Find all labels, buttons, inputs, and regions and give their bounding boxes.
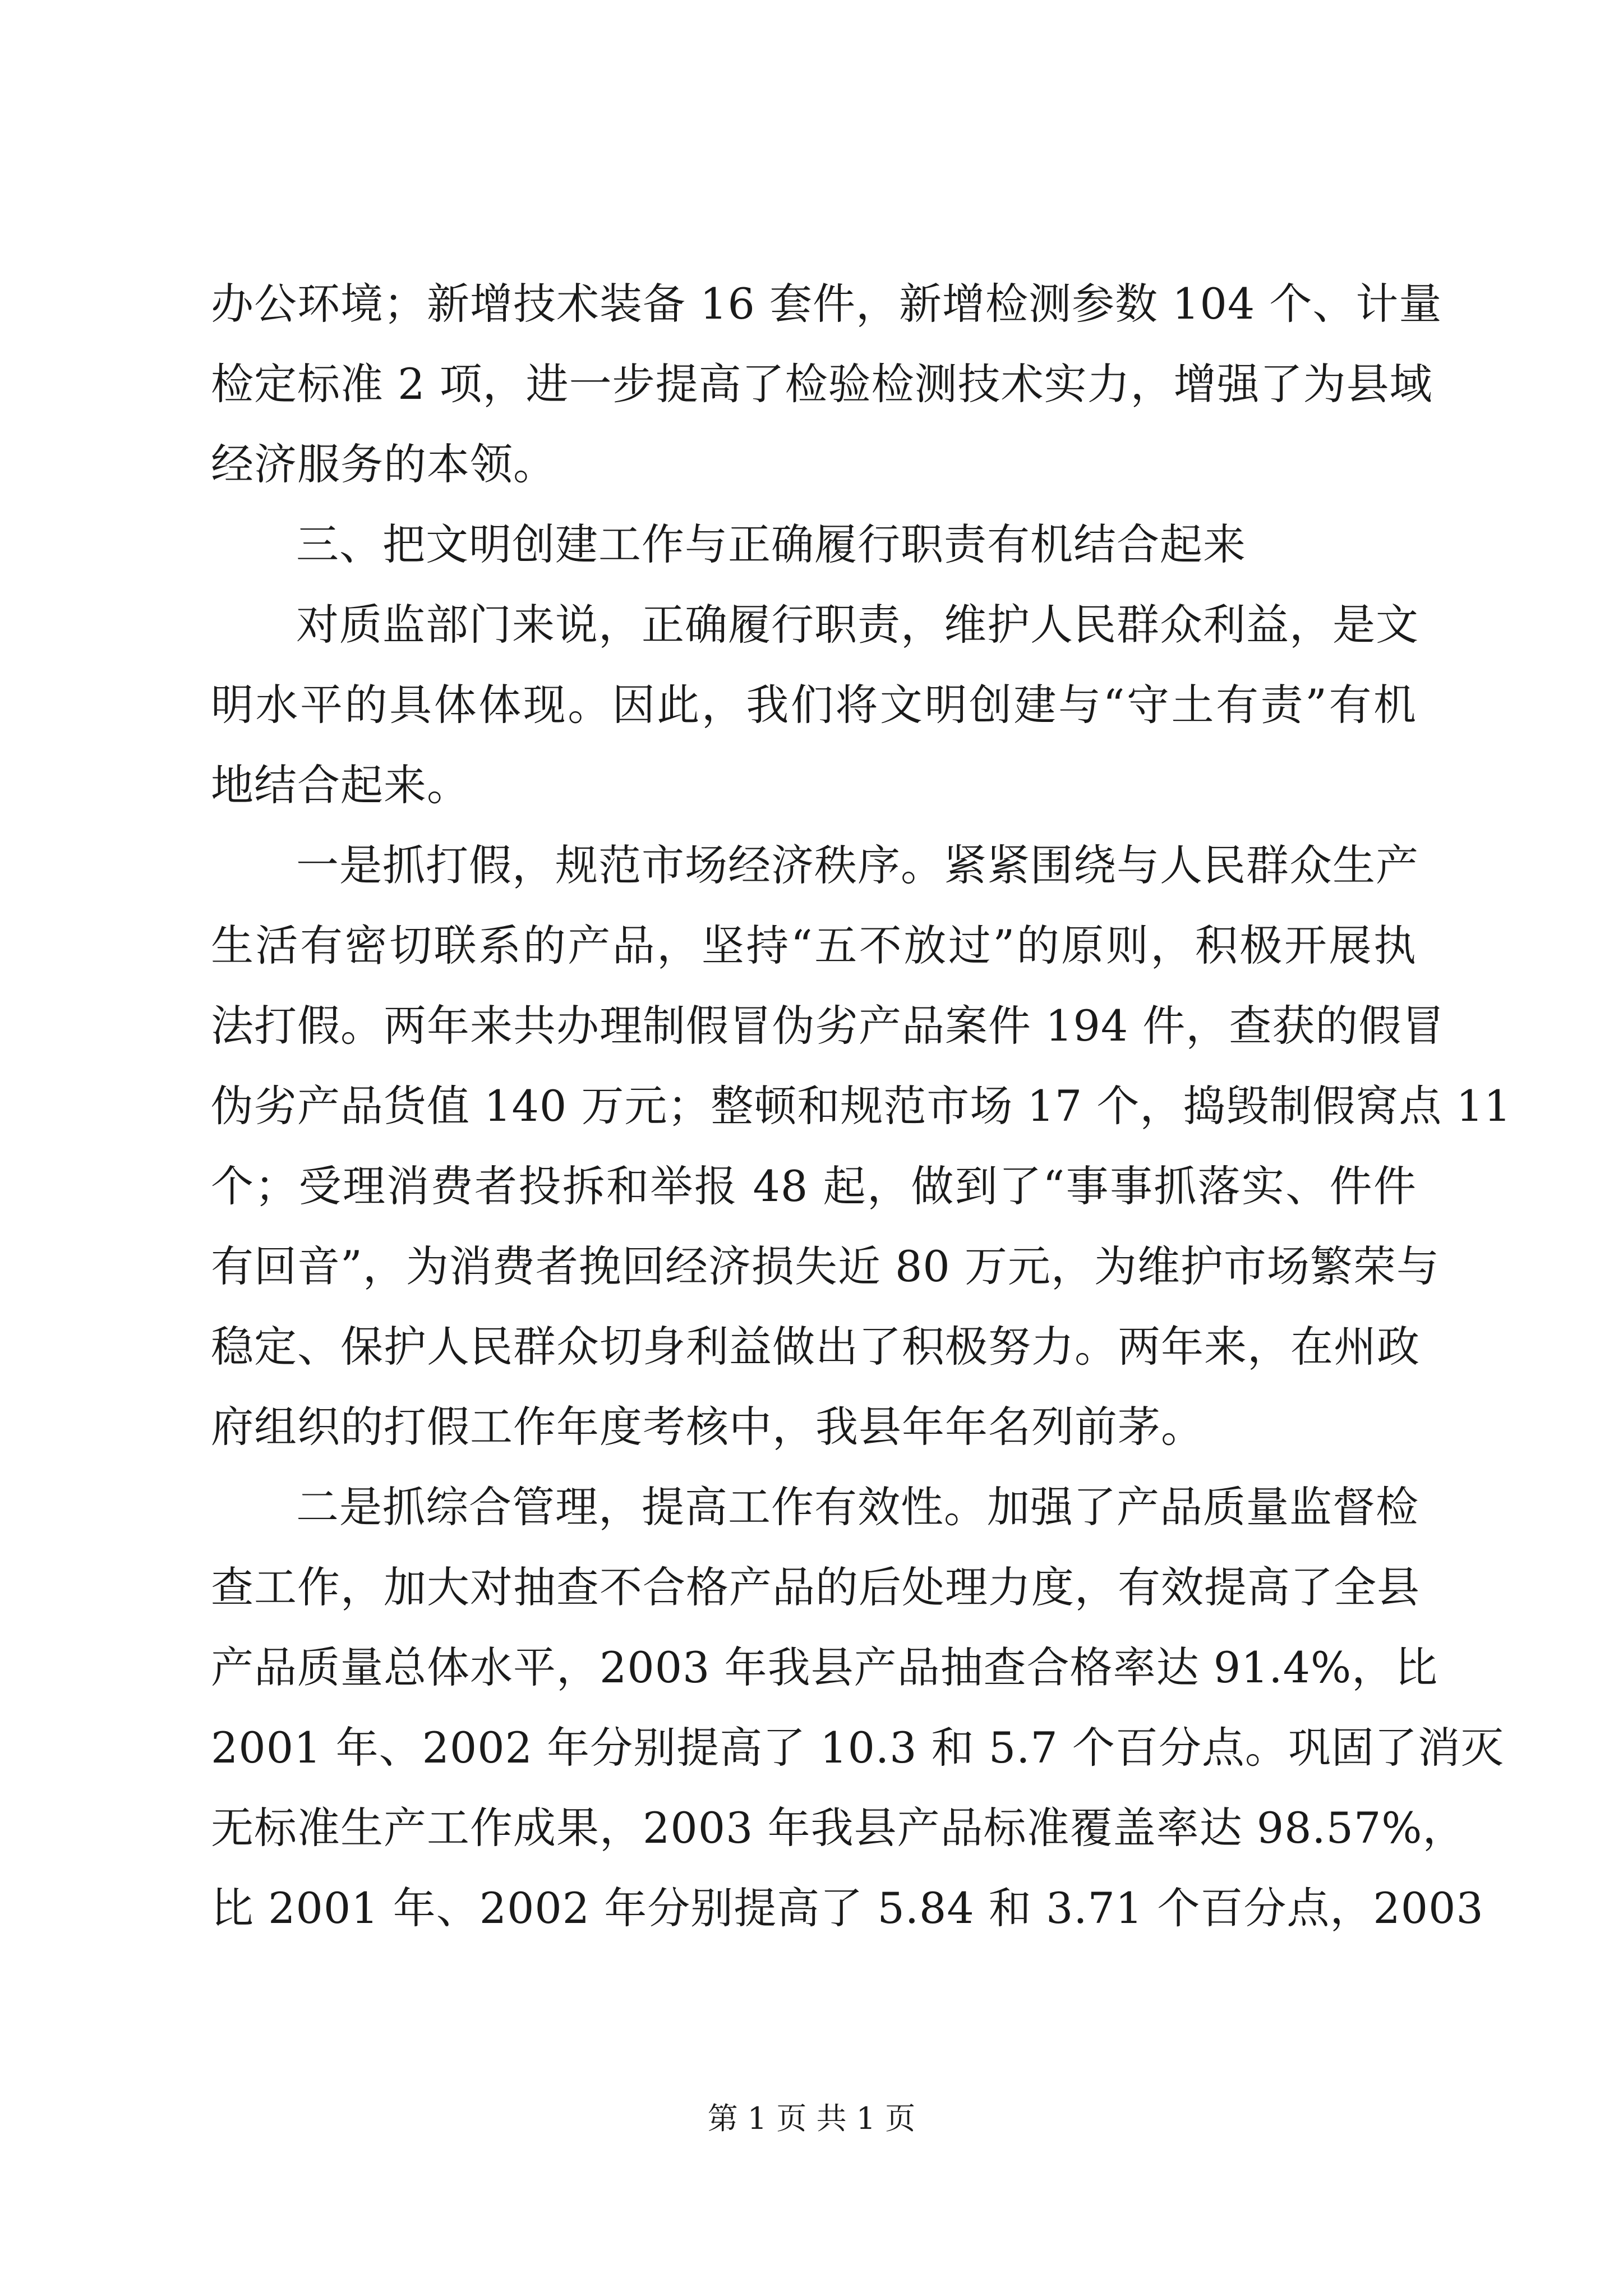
paragraph-line: 生活有密切联系的产品，坚持“五不放过”的原则，积极开展执 bbox=[211, 921, 1417, 970]
paragraph-line: 二是抓综合管理，提高工作有效性。加强了产品质量监督检 bbox=[296, 1482, 1419, 1532]
paragraph-line: 一是抓打假，规范市场经济秩序。紧紧围绕与人民群众生产 bbox=[296, 840, 1419, 890]
paragraph-line: 检定标准 2 项，进一步提高了检验检测技术实力，增强了为县域 bbox=[211, 359, 1433, 409]
paragraph-line: 伪劣产品货值 140 万元；整顿和规范市场 17 个，捣毁制假窝点 11 bbox=[211, 1081, 1512, 1131]
document-body bbox=[211, 264, 1512, 1948]
section-heading: 三、把文明创建工作与正确履行职责有机结合起来 bbox=[296, 519, 1246, 569]
paragraph-line: 稳定、保护人民群众切身利益做出了积极努力。两年来，在州政 bbox=[211, 1322, 1420, 1372]
paragraph-line: 地结合起来。 bbox=[211, 760, 470, 810]
paragraph-line: 经济服务的本领。 bbox=[211, 439, 556, 489]
paragraph-line: 个；受理消费者投拆和举报 48 起，做到了“事事抓落实、件件 bbox=[211, 1161, 1417, 1211]
paragraph-line: 查工作，加大对抽查不合格产品的后处理力度，有效提高了全县 bbox=[211, 1562, 1420, 1612]
paragraph-line: 明水平的具体体现。因此，我们将文明创建与“守土有责”有机 bbox=[211, 680, 1417, 730]
paragraph-line: 产品质量总体水平，2003 年我县产品抽查合格率达 91.4%，比 bbox=[211, 1642, 1438, 1692]
paragraph-line: 2001 年、2002 年分别提高了 10.3 和 5.7 个百分点。巩固了消灭 bbox=[211, 1723, 1504, 1773]
paragraph-line: 府组织的打假工作年度考核中，我县年年名列前茅。 bbox=[211, 1402, 1204, 1452]
paragraph-line: 比 2001 年、2002 年分别提高了 5.84 和 3.71 个百分点，2003 bbox=[211, 1883, 1484, 1933]
paragraph-line: 无标准生产工作成果，2003 年我县产品标准覆盖率达 98.57%， bbox=[211, 1803, 1466, 1853]
page-footer: 第 1 页 共 1 页 bbox=[707, 2101, 916, 2136]
paragraph-line: 对质监部门来说，正确履行职责，维护人民群众利益，是文 bbox=[296, 600, 1419, 650]
paragraph-line: 办公环境；新增技术装备 16 套件，新增检测参数 104 个、计量 bbox=[211, 279, 1442, 329]
paragraph-line: 有回音”，为消费者挽回经济损失近 80 万元，为维护市场繁荣与 bbox=[211, 1241, 1440, 1291]
paragraph-line: 法打假。两年来共办理制假冒伪劣产品案件 194 件，查获的假冒 bbox=[211, 1001, 1445, 1051]
